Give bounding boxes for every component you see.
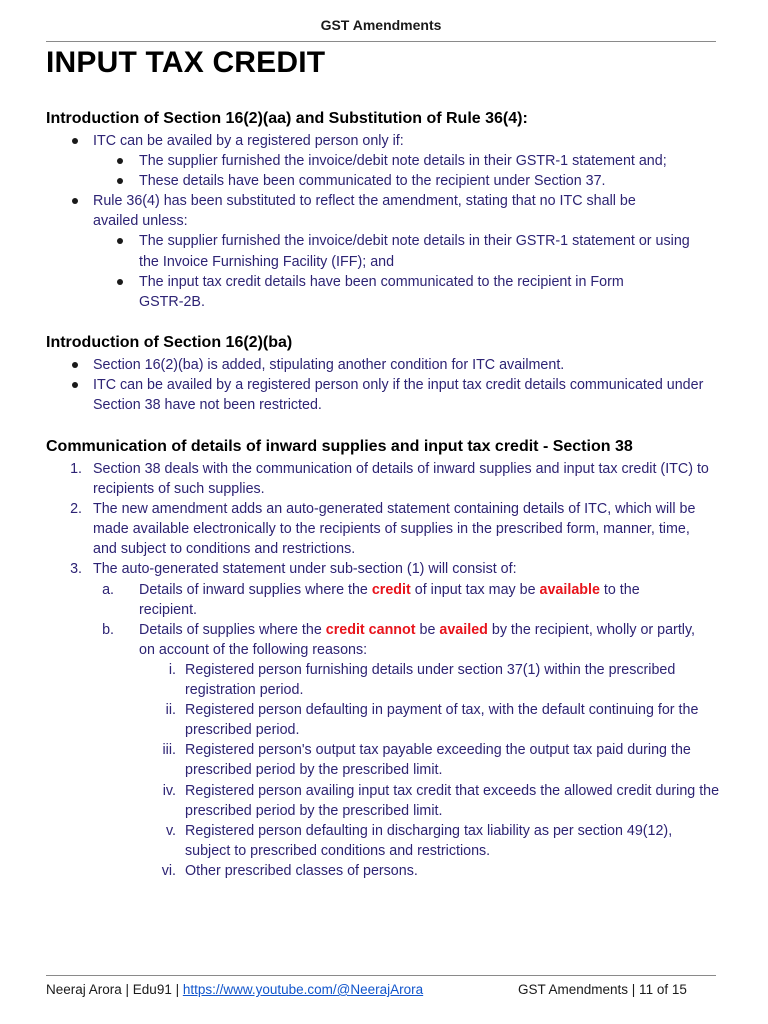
list-item-text: Details of supplies where the credit cannot be availed by the recipient, wholly or partly, on account of the following reasons: <box>139 621 696 658</box>
section-38 <box>46 437 721 881</box>
youtube-link[interactable]: https://www.youtube.com/@NeerajArora <box>182 982 424 997</box>
list-item <box>46 375 721 415</box>
page-header: GST Amendments <box>320 17 442 33</box>
list-item <box>46 620 721 660</box>
list-item-text: Section 38 deals with the communication of details of inward supplies and input tax credit (ITC) to recipients of such supplies. <box>93 461 709 498</box>
list-marker: i. <box>168 661 176 678</box>
list-item <box>46 231 721 271</box>
list-item-text: Registered person's output tax payable exceeding the output tax paid during the prescribed period by the prescribed limit. <box>185 742 691 779</box>
bullet-icon <box>117 178 123 184</box>
list-item <box>46 191 721 231</box>
bullet-icon <box>117 238 123 244</box>
section-heading: Introduction of Section 16(2)(aa) and Substitution of Rule 36(4): <box>46 110 528 127</box>
list-marker: 2. <box>70 501 82 518</box>
list-item-text: Rule 36(4) has been substituted to reflect the amendment, stating that no ITC shall be availed unless: <box>93 193 636 230</box>
list-marker: b. <box>102 621 114 638</box>
highlight-text: available <box>539 581 600 598</box>
highlight-text: credit <box>371 581 411 598</box>
list-item <box>46 781 721 821</box>
list-marker: ii. <box>165 702 176 719</box>
section-16-2-ba <box>46 333 721 415</box>
bullet-icon <box>72 382 78 388</box>
bullet-list <box>46 131 721 312</box>
list-marker: iii. <box>162 742 176 759</box>
list-item <box>46 861 721 881</box>
list-item <box>46 740 721 780</box>
list-item <box>46 459 721 499</box>
list-item-text: The supplier furnished the invoice/debit note details in their GSTR-1 statement or using the Invoice Furnishing Facility (IFF); and <box>139 233 690 270</box>
list-marker: 1. <box>70 461 82 477</box>
list-marker: vi. <box>161 862 176 879</box>
list-item-text: The supplier furnished the invoice/debit note details in their GSTR-1 statement and; <box>139 153 667 170</box>
list-item <box>46 499 721 559</box>
list-item-text: ITC can be availed by a registered person only if: <box>93 133 404 149</box>
list-item-text: Registered person defaulting in payment of tax, with the default continuing for the prescribed period. <box>185 702 699 739</box>
list-marker: 3. <box>70 561 82 578</box>
bullet-icon <box>72 138 78 144</box>
list-item <box>46 151 721 171</box>
list-marker: v. <box>165 822 176 839</box>
list-item-text: Registered person furnishing details under section 37(1) within the prescribed registration period. <box>185 661 676 699</box>
footer-page-info: GST Amendments | 11 of 15 <box>518 982 687 997</box>
page-title: INPUT TAX CREDIT <box>46 46 326 79</box>
list-marker: iv. <box>162 782 176 799</box>
header-divider <box>46 41 716 42</box>
list-item <box>46 131 721 151</box>
bullet-icon <box>72 198 78 204</box>
list-item <box>46 821 721 861</box>
list-item-text: These details have been communicated to the recipient under Section 37. <box>139 173 606 190</box>
list-item <box>46 660 721 700</box>
highlight-text: credit cannot <box>325 621 416 638</box>
footer-divider <box>46 975 716 976</box>
list-item-text: The input tax credit details have been communicated to the recipient in Form GSTR-2B. <box>139 273 624 310</box>
list-item <box>46 272 721 312</box>
list-item-text: Details of inward supplies where the credit of input tax may be available to the recipient. <box>139 581 640 618</box>
section-heading: Communication of details of inward supplies and input tax credit - Section 38 <box>46 438 633 455</box>
numbered-list <box>46 459 721 881</box>
bullet-icon <box>117 279 123 285</box>
list-item-text: Registered person defaulting in discharging tax liability as per section 49(12), subject to prescribed conditions and restrictions. <box>185 822 673 859</box>
highlight-text: availed <box>439 621 488 638</box>
list-item-text: The new amendment adds an auto-generated statement containing details of ITC, which will be made available electronically to the recipients of supplies in the prescribed form, manner, time, and subject to conditions and restrictions. <box>93 501 696 558</box>
footer-author <box>46 982 423 997</box>
list-marker: a. <box>102 581 114 598</box>
list-item <box>46 355 721 375</box>
list-item <box>46 171 721 191</box>
list-item-text: Registered person availing input tax credit that exceeds the allowed credit during the prescribed period by the prescribed limit. <box>185 782 720 819</box>
list-item-text: The auto-generated statement under sub-section (1) will consist of: <box>93 561 517 578</box>
bullet-icon <box>117 158 123 164</box>
section-heading: Introduction of Section 16(2)(ba) <box>46 334 293 351</box>
list-item <box>46 700 721 740</box>
footer-author-text: Neeraj Arora | Edu91 | <box>46 982 183 997</box>
list-item-text: Other prescribed classes of persons. <box>185 862 418 879</box>
list-item-text: Section 16(2)(ba) is added, stipulating another condition for ITC availment. <box>93 357 565 373</box>
bullet-list <box>46 355 721 415</box>
section-16-2-aa <box>46 109 721 312</box>
list-item-text: ITC can be availed by a registered person only if the input tax credit details communicated under Section 38 have not been restricted. <box>93 377 704 414</box>
list-item <box>46 559 721 579</box>
bullet-icon <box>72 362 78 368</box>
list-item <box>46 580 721 620</box>
